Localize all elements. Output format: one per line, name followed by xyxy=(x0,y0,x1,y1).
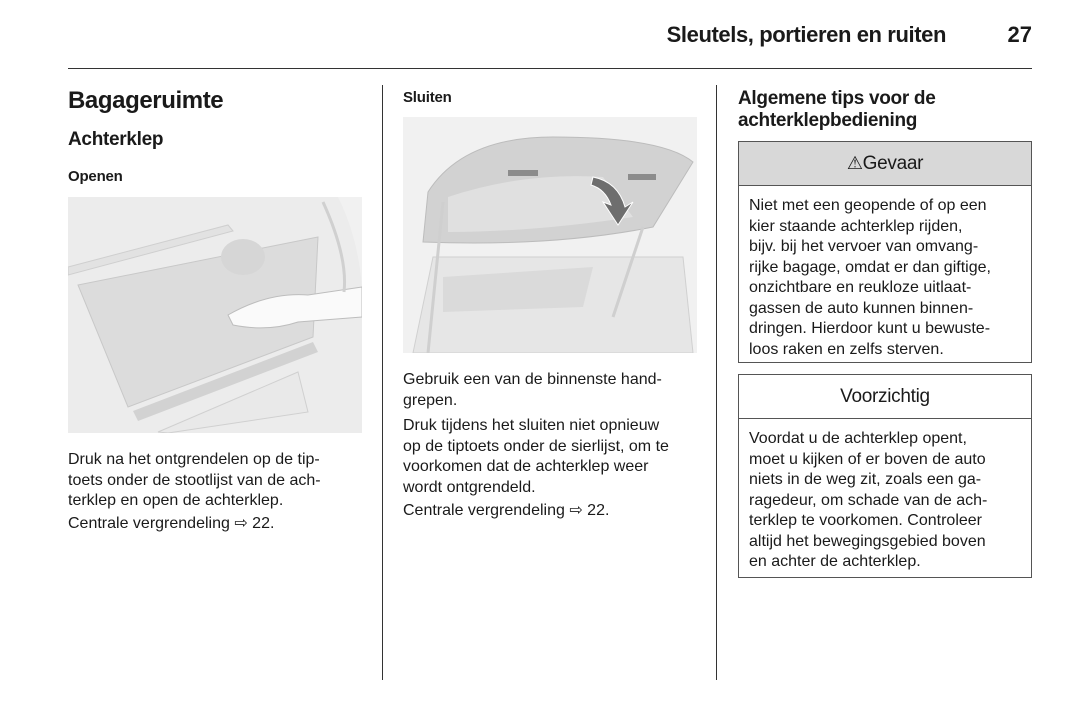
text-line[interactable]: Centrale vergrendeling ⇨ 22. xyxy=(403,502,610,519)
danger-notice-body xyxy=(739,186,1031,360)
cross-reference-central-locking[interactable] xyxy=(403,501,609,522)
text-line: altijd het bewegingsgebied boven xyxy=(749,532,986,550)
paragraph-handles xyxy=(403,370,703,411)
caution-notice-body xyxy=(739,419,1031,573)
text-line: op de tiptoets onder de sierlijst, om te xyxy=(403,437,669,455)
header-rule xyxy=(68,68,1032,69)
text-line: terklep en open de achterklep. xyxy=(68,492,284,509)
text-line: Gebruik een van de binnenste hand- xyxy=(403,371,662,388)
illustration-closing-tailgate xyxy=(403,117,697,353)
text-line: gassen de auto kunnen binnen- xyxy=(749,299,974,317)
text-line: grepen. xyxy=(403,391,458,409)
text-line: onzichtbare en reukloze uitlaat- xyxy=(749,279,972,296)
text-line: kier staande achterklep rijden, xyxy=(749,217,963,235)
text-line: toets onder de stootlijst van de ach- xyxy=(68,471,321,489)
warning-triangle-icon: ⚠ xyxy=(846,153,863,173)
title-line: Algemene tips voor de xyxy=(738,88,936,109)
text-line: voorkomen dat de achterklep weer xyxy=(403,458,649,475)
text-line: Druk tijdens het sluiten niet opnieuw xyxy=(403,417,660,434)
illustration-opening-tailgate xyxy=(68,197,362,433)
text-line: dringen. Hierdoor kunt u bewuste- xyxy=(749,320,991,337)
danger-label: Gevaar xyxy=(862,153,924,174)
caution-notice-header xyxy=(739,375,1031,419)
text-line: niets in de weg zit, zoals een ga- xyxy=(749,471,982,488)
section-title: Bagageruimte xyxy=(68,87,224,114)
text-line: wordt ontgrendeld. xyxy=(403,478,536,496)
column-divider xyxy=(382,85,383,680)
text-line: rijke bagage, omdat er dan giftige, xyxy=(749,258,991,276)
text-line: terklep te voorkomen. Controleer xyxy=(749,512,982,529)
text-line: Niet met een geopende of op een xyxy=(749,197,987,214)
subsection-title: Achterklep xyxy=(68,129,164,150)
paragraph-open-instructions xyxy=(68,450,368,512)
subsection-title xyxy=(738,88,935,132)
danger-notice xyxy=(738,141,1032,363)
caution-notice xyxy=(738,374,1032,578)
text-line: Druk na het ontgrendelen op de tip- xyxy=(68,451,320,468)
topic-heading: Openen xyxy=(68,168,123,185)
page-number: 27 xyxy=(1007,22,1032,47)
running-header-title: Sleutels, portieren en ruiten xyxy=(666,22,946,47)
text-line: en achter de achterklep. xyxy=(749,553,921,570)
text-line: Voordat u de achterklep opent, xyxy=(749,430,967,447)
caution-label: Voorzichtig xyxy=(840,386,930,407)
topic-heading: Sluiten xyxy=(403,89,452,106)
text-line: bijv. bij het vervoer van omvang- xyxy=(749,238,979,255)
cross-reference-central-locking[interactable] xyxy=(68,514,274,535)
text-line: moet u kijken of er boven de auto xyxy=(749,450,986,468)
text-line: ragedeur, om schade van de ach- xyxy=(749,491,988,509)
title-line: achterklepbediening xyxy=(738,110,918,131)
danger-notice-header xyxy=(739,142,1031,186)
column-divider xyxy=(716,85,717,680)
text-line[interactable]: Centrale vergrendeling ⇨ 22. xyxy=(68,515,275,532)
paragraph-closing-warning xyxy=(403,416,703,498)
text-line: loos raken en zelfs sterven. xyxy=(749,340,944,358)
